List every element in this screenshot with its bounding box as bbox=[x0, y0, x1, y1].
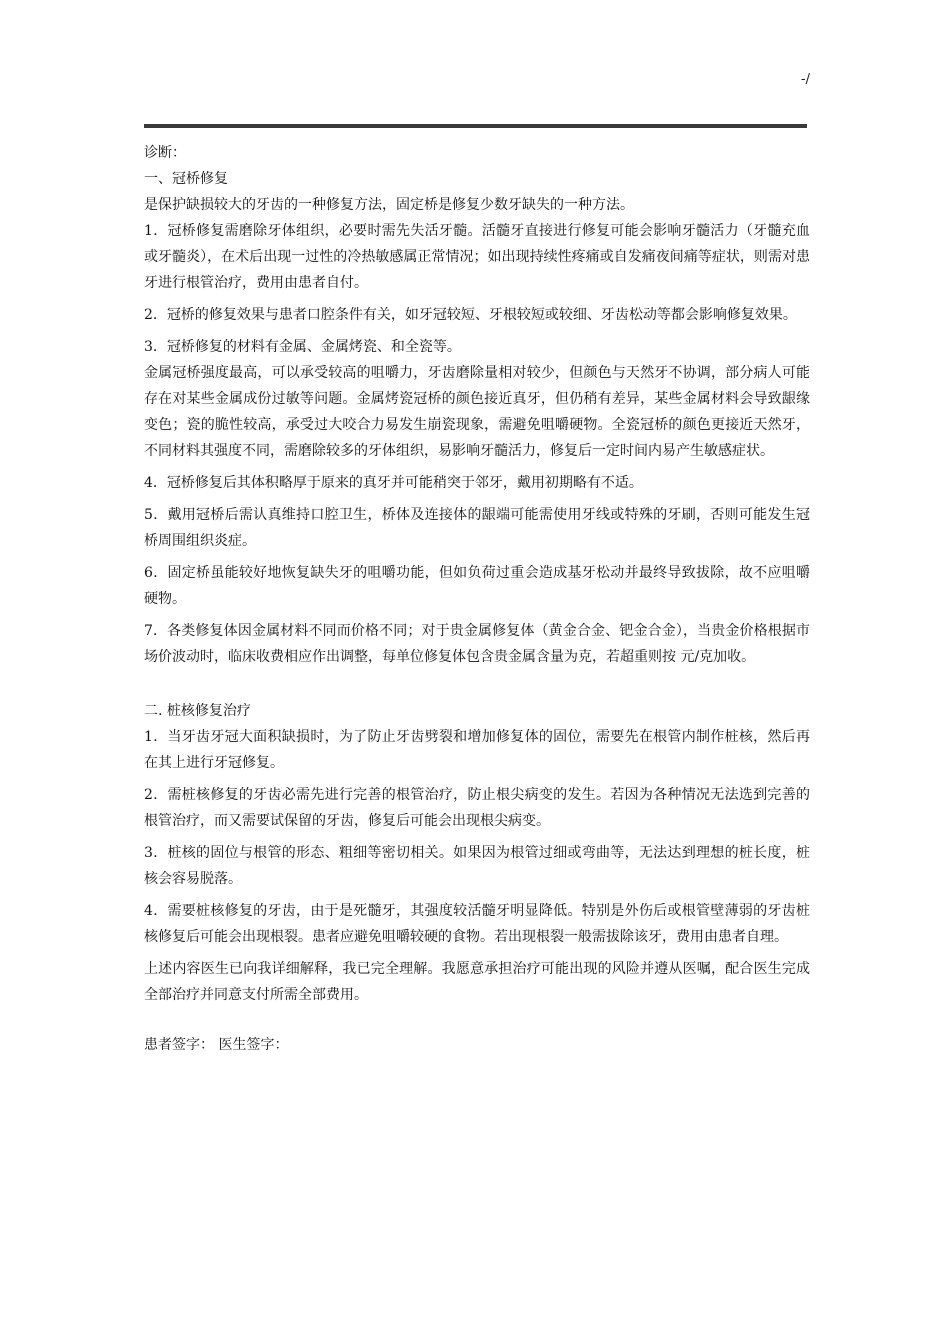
list-item: 4．冠桥修复后其体积略厚于原来的真牙并可能稍突于邻牙，戴用初期略有不适。 bbox=[144, 475, 643, 491]
list-item-detail: 金属冠桥强度最高，可以承受较高的咀嚼力，牙齿磨除量相对较少，但颜色与天然牙不协调，部分病人可能存在对某些金属成份过敏等问题。金属烤瓷冠桥的颜色接近真牙，但仍稍有差异，某些金属材料会导致龈缘变色；瓷的脆性较高，承受过大咬合力易发生崩瓷现象，需避免咀嚼硬物。全瓷冠桥的颜色更接近天然牙，不同材料其强度不同，需磨除较多的牙体组织，易影响牙髓活力，修复后一定时间内易产生敏感症状。 bbox=[144, 365, 810, 459]
diagnosis-label: 诊断： bbox=[144, 145, 186, 161]
list-item: 7．各类修复体因金属材料不同而价格不同；对于贵金属修复体（黄金合金、钯金合金），当贵金价格根据市场价波动时，临床收费相应作出调整，每单位修复体包含贵金属含量为克，若超重则按 元/克加收。 bbox=[144, 623, 810, 665]
document-body bbox=[144, 140, 810, 1058]
list-item: 4．需要桩核修复的牙齿，由于是死髓牙，其强度较活髓牙明显降低。特别是外伤后或根管壁薄弱的牙齿桩核修复后可能会出现根裂。患者应避免咀嚼较硬的食物。若出现根裂一般需拔除该牙，费用由患者自理。 bbox=[144, 903, 810, 945]
list-item: 6．固定桥虽能较好地恢复缺失牙的咀嚼功能，但如负荷过重会造成基牙松动并最终导致拔除，故不应咀嚼硬物。 bbox=[144, 565, 810, 607]
section-heading: 一、冠桥修复 bbox=[144, 171, 228, 187]
list-item: 5．戴用冠桥后需认真维持口腔卫生，桥体及连接体的龈端可能需使用牙线或特殊的牙刷，否则可能发生冠桥周围组织炎症。 bbox=[144, 507, 810, 549]
consent-statement: 上述内容医生已向我详细解释，我已完全理解。我愿意承担治疗可能出现的风险并遵从医嘱，配合医生完成全部治疗并同意支付所需全部费用。 bbox=[144, 961, 810, 1003]
header-rule bbox=[144, 124, 807, 128]
list-item: 1．当牙齿牙冠大面积缺损时，为了防止牙齿劈裂和增加修复体的固位，需要先在根管内制作桩核，然后再在其上进行牙冠修复。 bbox=[144, 729, 810, 771]
section-intro: 是保护缺损较大的牙齿的一种修复方法，固定桥是修复少数牙缺失的一种方法。 bbox=[144, 197, 634, 213]
section-heading: 二. 桩核修复治疗 bbox=[144, 703, 251, 719]
list-item: 3．冠桥修复的材料有金属、金属烤瓷、和全瓷等。 bbox=[144, 339, 461, 355]
page-mark: -/ bbox=[800, 72, 810, 87]
list-item: 1．冠桥修复需磨除牙体组织，必要时需先失活牙髓。活髓牙直接进行修复可能会影响牙髓活力（牙髓充血或牙髓炎），在术后出现一过性的冷热敏感属正常情况；如出现持续性疼痛或自发痛夜间痛等症状，则需对患牙进行根管治疗，费用由患者自付。 bbox=[144, 223, 810, 291]
list-item: 2．需桩核修复的牙齿必需先进行完善的根管治疗，防止根尖病变的发生。若因为各种情况无法选到完善的根管治疗，而又需要试保留的牙齿，修复后可能会出现根尖病变。 bbox=[144, 787, 810, 829]
signature-line: 患者签字： 医生签字： bbox=[144, 1037, 289, 1053]
list-item: 2．冠桥的修复效果与患者口腔条件有关，如牙冠较短、牙根较短或较细、牙齿松动等都会影响修复效果。 bbox=[144, 307, 797, 323]
list-item: 3．桩核的固位与根管的形态、粗细等密切相关。如果因为根管过细或弯曲等，无法达到理想的桩长度，桩核会容易脱落。 bbox=[144, 845, 810, 887]
